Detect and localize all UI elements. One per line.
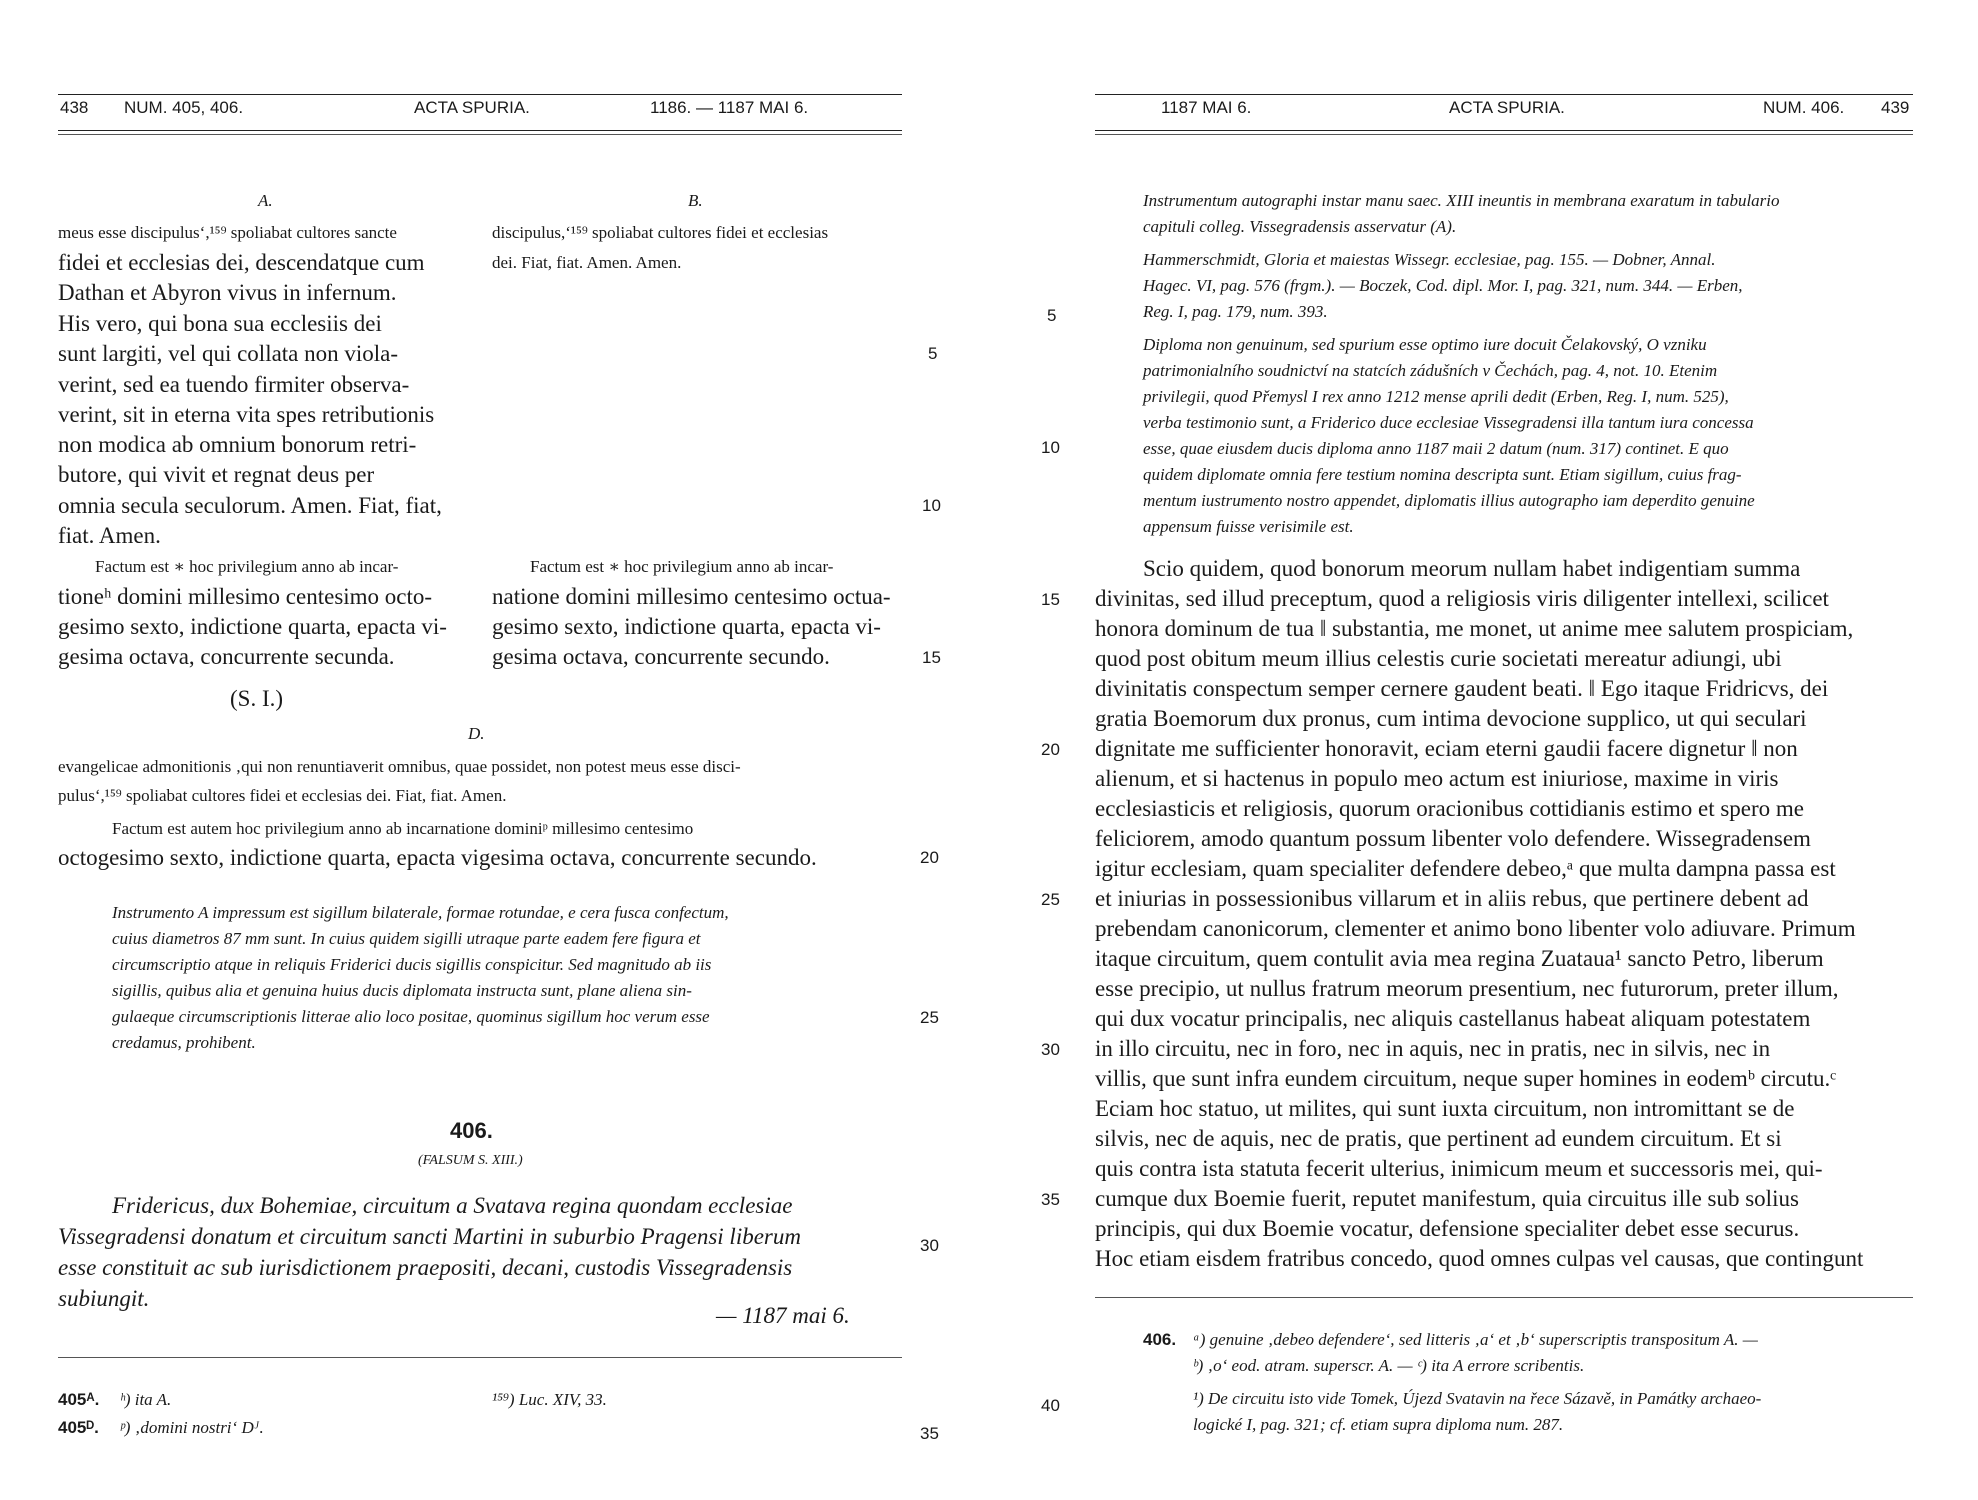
col-a-factum-line: gesima octava, concurrente secunda. xyxy=(58,644,395,669)
charter-line: qui dux vocatur principalis, nec aliquis castellanus habeat aliquam potestatem xyxy=(1095,1006,1811,1031)
line-number: 30 xyxy=(920,1236,939,1255)
document-date: — 1187 mai 6. xyxy=(716,1303,850,1328)
charter-line: divinitas, sed illud preceptum, quod a religiosis viris diligenter intellexi, scilicet xyxy=(1095,586,1829,611)
footnote-text: ᵇ) ‚o‘ eod. atram. superscr. A. — ᶜ) ita A errore scribentis. xyxy=(1193,1356,1585,1375)
col-d-factum-line: octogesimo sexto, indictione quarta, epacta vigesima octava, concurrente secundo. xyxy=(58,845,817,870)
header-bottom-rule-2 xyxy=(1095,134,1913,135)
header-num: NUM. 406. xyxy=(1763,98,1845,117)
page-number: 438 xyxy=(60,98,89,117)
intro-line: Instrumentum autographi instar manu saec. XIII ineuntis in membrana exaratum in tabulario xyxy=(1143,191,1780,210)
biblio-line: Hammerschmidt, Gloria et maiestas Wissegr. ecclesiae, pag. 155. — Dobner, Annal. xyxy=(1143,250,1716,269)
footnote-text: ʰ) ita A. xyxy=(120,1390,172,1409)
footnote-text: ᵖ) ‚domini nostri‘ Dᴶ. xyxy=(120,1418,264,1437)
footnote-ref: 405ᴰ. xyxy=(58,1418,99,1437)
note-line: sigillis, quibus alia et genuina huius ducis diplomata instructa sunt, plane aliena sin- xyxy=(112,981,692,1000)
charter-line: cumque dux Boemie fuerit, reputet manifestum, quia circuitus ille sub solius xyxy=(1095,1186,1799,1211)
col-a-line: Dathan et Abyron vivus in infernum. xyxy=(58,280,397,305)
charter-line: Scio quidem, quod bonorum meorum nullam habet indigentiam summa xyxy=(1143,556,1801,581)
header-num: NUM. 405, 406. xyxy=(124,98,244,117)
line-number: 30 xyxy=(1041,1040,1060,1059)
col-a-factum-line: gesimo sexto, indictione quarta, epacta vi- xyxy=(58,614,447,639)
col-a-line: sunt largiti, vel qui collata non viola- xyxy=(58,341,399,366)
note-line: Instrumento A impressum est sigillum bilaterale, formae rotundae, e cera fusca confectum, xyxy=(112,903,729,922)
col-d-factum-line: Factum est autem hoc privilegium anno ab incarnatione dominiᵖ millesimo centesimo xyxy=(112,819,694,838)
charter-line: quis contra ista statuta fecerit ulterius, inimicum meum et successoris mei, qui- xyxy=(1095,1156,1823,1181)
charter-line: divinitatis conspectum semper cernere gaudent beati. ‖ Ego itaque Fridricvs, dei xyxy=(1095,676,1829,701)
line-number: 35 xyxy=(920,1424,939,1443)
diploma-line: verba testimonio sunt, a Friderico duce ecclesiae Vissegradensi illa tantum iura concessa xyxy=(1143,413,1754,432)
line-number: 35 xyxy=(1041,1190,1060,1209)
charter-line: Eciam hoc statuo, ut milites, qui sunt iuxta circuitum, non intromittant se de xyxy=(1095,1096,1795,1121)
col-b-line: dei. Fiat, fiat. Amen. Amen. xyxy=(492,253,682,272)
falsum-label: (FALSUM S. XIII.) xyxy=(418,1153,523,1168)
col-a-line: verint, sed ea tuendo firmiter observa- xyxy=(58,372,410,397)
charter-line: quod post obitum meum illius celestis curie societati mereatur adiungi, ubi xyxy=(1095,646,1782,671)
line-number: 10 xyxy=(1041,438,1060,457)
col-a-line: verint, sit in eterna vita spes retributionis xyxy=(58,402,435,427)
charter-line: prebendam canonicorum, clementer et animo bono libenter volo adiuvare. Primum xyxy=(1095,916,1856,941)
footnote-text: ¹⁵⁹) Luc. XIV, 33. xyxy=(492,1390,607,1409)
charter-line: alienum, et si hactenus in populo meo actum est iniuriose, maxime in viris xyxy=(1095,766,1779,791)
col-b-factum-line: gesimo sexto, indictione quarta, epacta vi- xyxy=(492,614,881,639)
header-date: 1187 MAI 6. xyxy=(1161,98,1252,117)
summary-line: subiungit. xyxy=(58,1286,150,1311)
footnote-ref: 406. xyxy=(1143,1330,1177,1349)
col-a-line: butore, qui vivit et regnat deus per xyxy=(58,462,375,487)
line-number: 20 xyxy=(920,848,939,867)
charter-line: itaque circuitum, quem contulit avia mea regina Zuataua¹ sancto Petro, liberum xyxy=(1095,946,1824,971)
line-number: 5 xyxy=(1047,306,1057,325)
right-page xyxy=(989,0,1978,1500)
header-title: ACTA SPURIA. xyxy=(414,98,530,117)
col-a-line: meus esse discipulus‘,¹⁵⁹ spoliabat cultores sancte xyxy=(58,223,397,242)
col-a-line: fiat. Amen. xyxy=(58,523,161,548)
header-bottom-rule-2 xyxy=(58,134,902,135)
charter-line: villis, que sunt infra eundem circuitum, neque super homines in eodemᵇ circutu.ᶜ xyxy=(1095,1066,1837,1091)
header-date: 1186. — 1187 MAI 6. xyxy=(650,98,809,117)
col-b-factum-line: gesima octava, concurrente secundo. xyxy=(492,644,830,669)
summary-line: Fridericus, dux Bohemiae, circuitum a Svatava regina quondam ecclesiae xyxy=(112,1193,793,1218)
footnote-ref: 405ᴬ. xyxy=(58,1390,100,1409)
charter-line: esse precipio, ut nullus fratrum meorum presentium, nec futurorum, preter illum, xyxy=(1095,976,1839,1001)
diploma-line: esse, quae eiusdem ducis diploma anno 1187 maii 2 datum (num. 317) continet. E quo xyxy=(1143,439,1729,458)
col-d-line: evangelicae admonitionis ‚qui non renuntiaverit omnibus, quae possidet, non potest meus esse disci- xyxy=(58,757,741,776)
seal: (S. I.) xyxy=(230,686,284,711)
biblio-line: Hagec. VI, pag. 576 (frgm.). — Boczek, Cod. dipl. Mor. I, pag. 321, num. 344. — Erben, xyxy=(1143,276,1743,295)
line-number: 10 xyxy=(922,496,941,515)
diploma-line: privilegii, quod Přemysl I rex anno 1212 mense aprili dedit (Erben, Reg. I, num. 525), xyxy=(1143,387,1729,406)
col-d-line: pulus‘,¹⁵⁹ spoliabat cultores fidei et ecclesias dei. Fiat, fiat. Amen. xyxy=(58,786,507,805)
col-a-label: A. xyxy=(258,191,273,210)
biblio-line: Reg. I, pag. 179, num. 393. xyxy=(1143,302,1328,321)
col-a-line: His vero, qui bona sua ecclesiis dei xyxy=(58,311,382,336)
diploma-line: mentum iustrumento nostro appendet, diplomatis illius autographo iam deperdito genuine xyxy=(1143,491,1755,510)
summary-line: Vissegradensi donatum et circuitum sancti Martini in suburbio Pragensi liberum xyxy=(58,1224,801,1249)
header-top-rule xyxy=(1095,94,1913,95)
col-b-factum-line: natione domini millesimo centesimo octua- xyxy=(492,584,891,609)
line-number: 40 xyxy=(1041,1396,1060,1415)
note-line: circumscriptio atque in reliquis Friderici ducis sigillis conspicitur. Sed magnitudo ab iis xyxy=(112,955,712,974)
charter-line: igitur ecclesiam, quam specialiter defendere debeo,ᵃ que multa dampna passa est xyxy=(1095,856,1836,881)
footnote-text: ¹) De circuitu isto vide Tomek, Újezd Svatavin na řece Sázavě, in Památky archaeo- xyxy=(1193,1389,1762,1408)
charter-line: et iniurias in possessionibus villarum et in aliis rebus, que pertinere debent ad xyxy=(1095,886,1809,911)
col-a-factum-line: Factum est ∗ hoc privilegium anno ab incar- xyxy=(95,557,399,576)
note-line: cuius diametros 87 mm sunt. In cuius quidem sigilli utraque parte eadem fere figura et xyxy=(112,929,701,948)
header-top-rule xyxy=(58,94,902,95)
header-bottom-rule xyxy=(1095,130,1913,131)
col-a-factum-line: tioneʰ domini millesimo centesimo octo- xyxy=(58,584,433,609)
col-a-line: fidei et ecclesias dei, descendatque cum xyxy=(58,250,425,275)
diploma-line: Diploma non genuinum, sed spurium esse optimo iure docuit Čelakovský, O vzniku xyxy=(1143,335,1707,354)
line-number: 20 xyxy=(1041,740,1060,759)
charter-line: silvis, nec de aquis, nec de pratis, que pertinent ad eundem circuitum. Et si xyxy=(1095,1126,1782,1151)
footnote-rule xyxy=(58,1357,902,1358)
charter-line: Hoc etiam eisdem fratribus concedo, quod omnes culpas vel causas, que contingunt xyxy=(1095,1246,1864,1271)
diploma-line: appensum fuisse verisimile est. xyxy=(1143,517,1354,536)
line-number: 15 xyxy=(922,648,941,667)
header-bottom-rule xyxy=(58,130,902,131)
charter-line: feliciorem, amodo quantum possum libenter volo defendere. Wissegradensem xyxy=(1095,826,1811,851)
diploma-line: quidem diplomate omnia fere testium nomina descripta sunt. Etiam sigillum, cuius frag- xyxy=(1143,465,1742,484)
page-number: 439 xyxy=(1881,98,1910,117)
footnote-text: ᵃ) genuine ‚debeo defendere‘, sed litteris ‚a‘ et ‚b‘ superscriptis transpositum A. — xyxy=(1193,1330,1758,1349)
note-line: gulaeque circumscriptionis litterae alio loco positae, quominus sigillum hoc verum esse xyxy=(112,1007,710,1026)
footnote-rule xyxy=(1095,1297,1913,1298)
charter-line: in illo circuitu, nec in foro, nec in aquis, nec in pratis, nec in silvis, nec in xyxy=(1095,1036,1771,1061)
charter-line: gratia Boemorum dux pronus, cum intima devocione supplico, ut qui seculari xyxy=(1095,706,1807,731)
note-line: credamus, prohibent. xyxy=(112,1033,256,1052)
header-title: ACTA SPURIA. xyxy=(1449,98,1565,117)
col-a-line: non modica ab omnium bonorum retri- xyxy=(58,432,417,457)
col-a-line: omnia secula seculorum. Amen. Fiat, fiat, xyxy=(58,493,442,518)
footnote-text: logické I, pag. 321; cf. etiam supra diploma num. 287. xyxy=(1193,1415,1564,1434)
summary-line: esse constituit ac sub iurisdictionem praepositi, decani, custodis Vissegradensis xyxy=(58,1255,793,1280)
line-number: 5 xyxy=(928,344,938,363)
charter-line: honora dominum de tua ‖ substantia, me monet, ut anime mee salutem prospiciam, xyxy=(1095,616,1854,641)
col-b-label: B. xyxy=(688,191,703,210)
col-b-line: discipulus,‘¹⁵⁹ spoliabat cultores fidei et ecclesias xyxy=(492,223,829,242)
line-number: 15 xyxy=(1041,590,1060,609)
line-number: 25 xyxy=(1041,890,1060,909)
charter-line: principis, qui dux Boemie vocatur, defensione specialiter debet esse securus. xyxy=(1095,1216,1800,1241)
col-b-factum-line: Factum est ∗ hoc privilegium anno ab incar- xyxy=(530,557,834,576)
line-number: 25 xyxy=(920,1008,939,1027)
intro-line: capituli colleg. Vissegradensis asservatur (A). xyxy=(1143,217,1457,236)
col-d-label: D. xyxy=(468,724,485,743)
charter-line: dignitate me sufficienter honoravit, eciam eterni gaudii facere dignetur ‖ non xyxy=(1095,736,1798,761)
document-number: 406. xyxy=(450,1118,493,1143)
diploma-line: patrimonialního soudnictví na statcích zádušních v Čechách, pag. 4, not. 10. Etenim xyxy=(1143,361,1718,380)
charter-line: ecclesiasticis et religiosis, quorum oracionibus cottidianis estimo et spero me xyxy=(1095,796,1805,821)
